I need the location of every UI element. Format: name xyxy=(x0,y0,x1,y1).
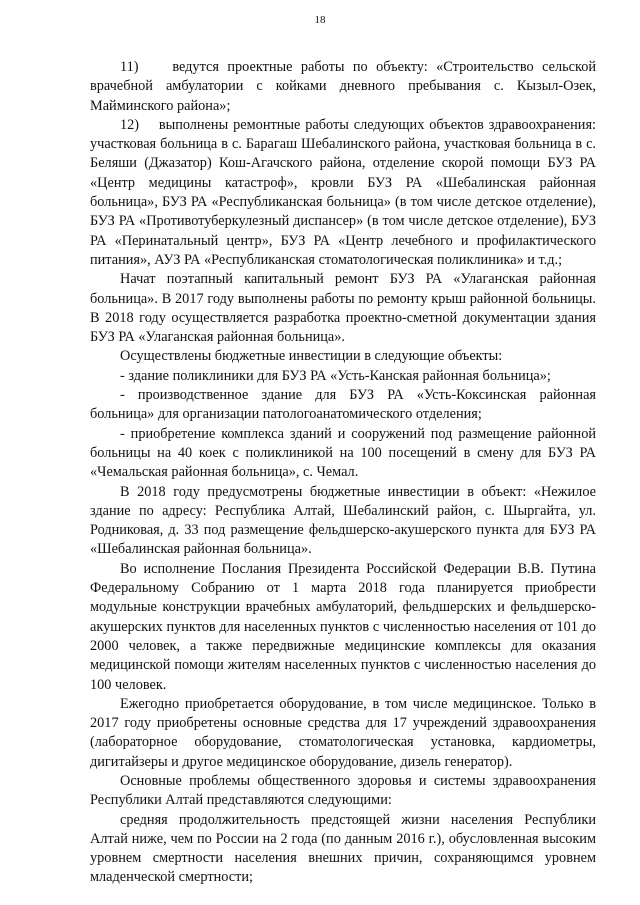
paragraph-president-message: Во исполнение Послания Президента Российской Федерации В.В. Путина Федеральному Собранию от 1 марта 2018 года планируется приобрести модульные конструкции врачебных амбулаторий, фельдшерских и фельдшерско-акушерских пунктов для населенных пунктов с численностью населения от 101 до 2000 человек, а также передвижные медицинские комплексы для оказания медицинской помощи жителям населенных пунктов с численностью населения до 100 человек. xyxy=(90,560,596,693)
paragraph-ulagan-repair: Начат поэтапный капитальный ремонт БУЗ РА «Улаганская районная больница». В 2017 году выполнены работы по ремонту крыш районной больницы. В 2018 году осуществляется разработка проектно-сметной документации здания БУЗ РА «Улаганская районная больница». xyxy=(90,271,596,346)
list-item-chemal: - приобретение комплекса зданий и сооружений под размещение районной больницы на 40 коек с поликлиникой на 100 посещений в смену для БУЗ РА «Чемальская районная больница», с. Чемал. xyxy=(90,425,596,481)
list-item-ust-koksa: - производственное здание для БУЗ РА «Усть-Коксинская районная больница» для организации патологоанатомического отделения; xyxy=(90,387,596,423)
paragraph-investments-intro: Осуществлены бюджетные инвестиции в следующие объекты: xyxy=(120,348,503,365)
paragraph-main-problems: Основные проблемы общественного здоровья и системы здравоохранения Республики Алтай представляются следующими: xyxy=(90,772,596,809)
paragraph-2018-investment: В 2018 году предусмотрены бюджетные инвестиции в объект: «Нежилое здание по адресу: Республика Алтай, Шебалинский район, с. Шыргайта, ул. Родниковая, д. 33 под размещение фельдшерско-акушерского пункта для БУЗ РА «Шебалинская районная больница». xyxy=(90,483,596,558)
list-item-ust-kan: - здание поликлиники для БУЗ РА «Усть-Канская районная больница»; xyxy=(120,367,551,384)
paragraph-equipment: Ежегодно приобретается оборудование, в том числе медицинское. Только в 2017 году приобретены основные средства для 17 учреждений здравоохранения (лабораторное оборудование, стоматологическая установка, кардиометры, дигитайзеры и другое медицинское оборудование, дизель генератор). xyxy=(90,695,596,770)
paragraph-life-expectancy: средняя продолжительность предстоящей жизни населения Республики Алтай ниже, чем по России на 2 года (по данным 2016 г.), обусловленная высоким уровнем смертности населения внешних причин, сохраняющимся уровнем младенческой смертности; xyxy=(90,811,596,886)
page-number: 18 xyxy=(314,14,326,26)
document-body xyxy=(90,58,596,888)
paragraph-item-12: 12) выполнены ремонтные работы следующих объектов здравоохранения: участковая больница в с. Барагаш Шебалинского района, участковая больница в с. Беляши (Джазатор) Кош-Агачского района, отделение скорой помощи БУЗ РА «Центр медицины катастроф», кровли БУЗ РА «Шебалинская районная больница», БУЗ РА «Республиканская больница» (в том числе детское отделение), БУЗ РА «Противотуберкулезный диспансер» (в том числе детское отделение), БУЗ РА «Перинатальный центр», БУЗ РА «Центр лечебного и профилактического питания», АУЗ РА «Республиканская стоматологическая поликлиника» и т.д.; xyxy=(90,116,596,268)
paragraph-item-11: 11) ведутся проектные работы по объекту: «Строительство сельской врачебной амбулатории с койками дневного пребывания с. Кызыл-Озек, Майминского района»; xyxy=(90,59,596,114)
